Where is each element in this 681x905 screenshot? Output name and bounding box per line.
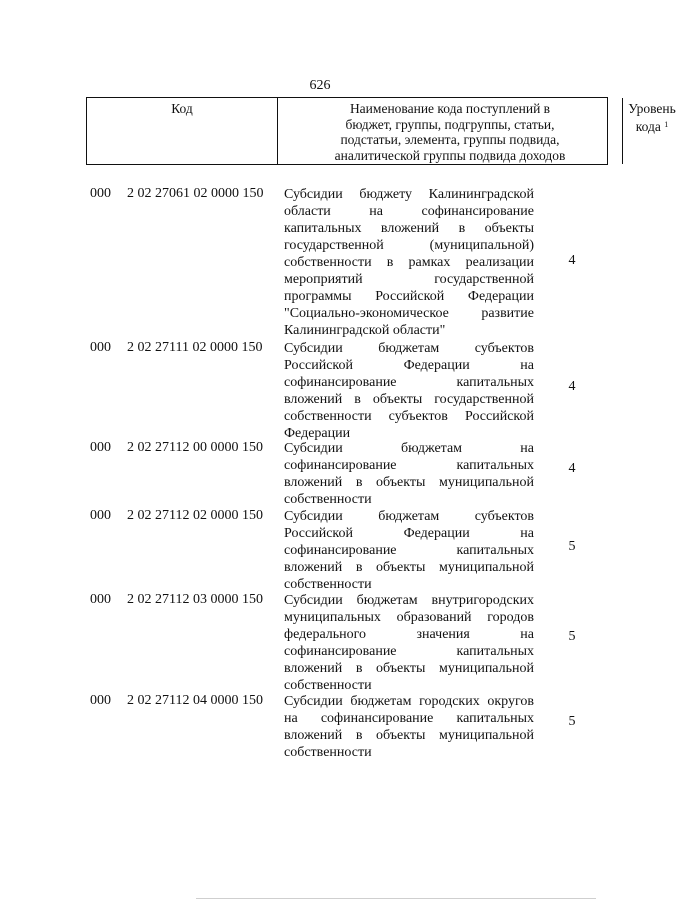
row-description-line: софинансирование капитальных xyxy=(284,375,534,390)
row-description-line: Субсидии бюджетам городских округов xyxy=(284,694,534,709)
row-code-level: 5 xyxy=(568,714,576,729)
row-description-line: собственности субъектов Российской xyxy=(284,409,534,424)
row-description-line: "Социально-экономическое развитие xyxy=(284,306,534,321)
row-income-code: 2 02 27111 02 0000 150 xyxy=(127,340,263,355)
row-income-code: 2 02 27061 02 0000 150 xyxy=(127,186,264,201)
page-number: 626 xyxy=(309,78,331,93)
row-code-prefix: 000 xyxy=(90,508,111,523)
row-code-prefix: 000 xyxy=(90,340,111,355)
row-code-level: 4 xyxy=(568,379,576,394)
row-description-line: Субсидии бюджетам субъектов xyxy=(284,341,534,356)
row-description-line: программы Российской Федерации xyxy=(284,289,534,304)
row-description-line: вложений в объекты муниципальной xyxy=(284,475,534,490)
row-description xyxy=(284,508,534,593)
row-code-level: 4 xyxy=(568,461,576,476)
row-description-line: капитальных вложений в объекты xyxy=(284,221,534,236)
row-code-prefix: 000 xyxy=(90,186,111,201)
row-description-line: софинансирование капитальных xyxy=(284,543,534,558)
row-income-code: 2 02 27112 02 0000 150 xyxy=(127,508,263,523)
row-description-line: Субсидии бюджетам на xyxy=(284,441,534,456)
row-description xyxy=(284,592,534,694)
row-description-line: софинансирование капитальных xyxy=(284,458,534,473)
header-level-line1: Уровень xyxy=(628,101,676,116)
row-description-line: Субсидии бюджету Калининградской xyxy=(284,187,534,202)
header-code-cell xyxy=(87,98,278,164)
row-description-line: собственности xyxy=(284,577,372,592)
row-income-code: 2 02 27112 00 0000 150 xyxy=(127,440,263,455)
header-level-line2: кода $^1$ xyxy=(635,118,669,134)
header-name-cell xyxy=(278,98,623,164)
row-description xyxy=(284,440,534,508)
row-description-line: собственности xyxy=(284,492,372,507)
row-description-line: собственности в рамках реализации xyxy=(284,255,534,270)
row-description-line: Субсидии бюджетам внутригородских xyxy=(284,593,534,608)
row-description-line: собственности xyxy=(284,745,372,760)
row-description-line: собственности xyxy=(284,678,372,693)
row-code-prefix: 000 xyxy=(90,592,111,607)
row-description xyxy=(284,186,534,339)
row-description xyxy=(284,693,534,761)
row-description-line: муниципальных образований городов xyxy=(284,610,534,625)
header-code-label: Код xyxy=(171,101,193,116)
header-level-cell xyxy=(623,98,681,164)
row-description-line: федерального значения на xyxy=(284,627,534,642)
row-description-line: Российской Федерации на xyxy=(284,358,534,373)
header-name-line: бюджет, группы, подгруппы, статьи, xyxy=(345,116,555,132)
row-income-code: 2 02 27112 04 0000 150 xyxy=(127,693,263,708)
row-description-line: Федерации xyxy=(284,426,351,441)
row-income-code: 2 02 27112 03 0000 150 xyxy=(127,592,263,607)
row-code-level: 5 xyxy=(568,629,576,644)
row-description-line: мероприятий государственной xyxy=(284,272,534,287)
row-code-prefix: 000 xyxy=(90,693,111,708)
header-name-line: Наименование кода поступлений в xyxy=(349,101,551,116)
header-name-line: аналитической группы подвида доходов xyxy=(334,147,566,163)
row-description-line: вложений в объекты государственной xyxy=(284,392,534,407)
row-code-level: 5 xyxy=(568,539,576,554)
footnote-marker: 1 xyxy=(664,119,669,129)
row-description xyxy=(284,340,534,442)
row-description-line: софинансирование капитальных xyxy=(284,644,534,659)
row-description-line: области на софинансирование xyxy=(284,204,534,219)
row-code-level: 4 xyxy=(568,253,576,268)
row-description-line: Субсидии бюджетам субъектов xyxy=(284,509,534,524)
row-description-line: Российской Федерации на xyxy=(284,526,534,541)
scan-edge-line xyxy=(196,898,596,899)
row-code-prefix: 000 xyxy=(90,440,111,455)
row-description-line: Калининградской области" xyxy=(284,323,446,338)
row-description-line: вложений в объекты муниципальной xyxy=(284,728,534,743)
header-name-line: подстатьи, элемента, группы подвида, xyxy=(340,132,560,147)
row-description-line: вложений в объекты муниципальной xyxy=(284,661,534,676)
row-description-line: на софинансирование капитальных xyxy=(284,711,534,726)
row-description-line: вложений в объекты муниципальной xyxy=(284,560,534,575)
table-header xyxy=(86,97,676,165)
row-description-line: государственной (муниципальной) xyxy=(284,238,534,253)
